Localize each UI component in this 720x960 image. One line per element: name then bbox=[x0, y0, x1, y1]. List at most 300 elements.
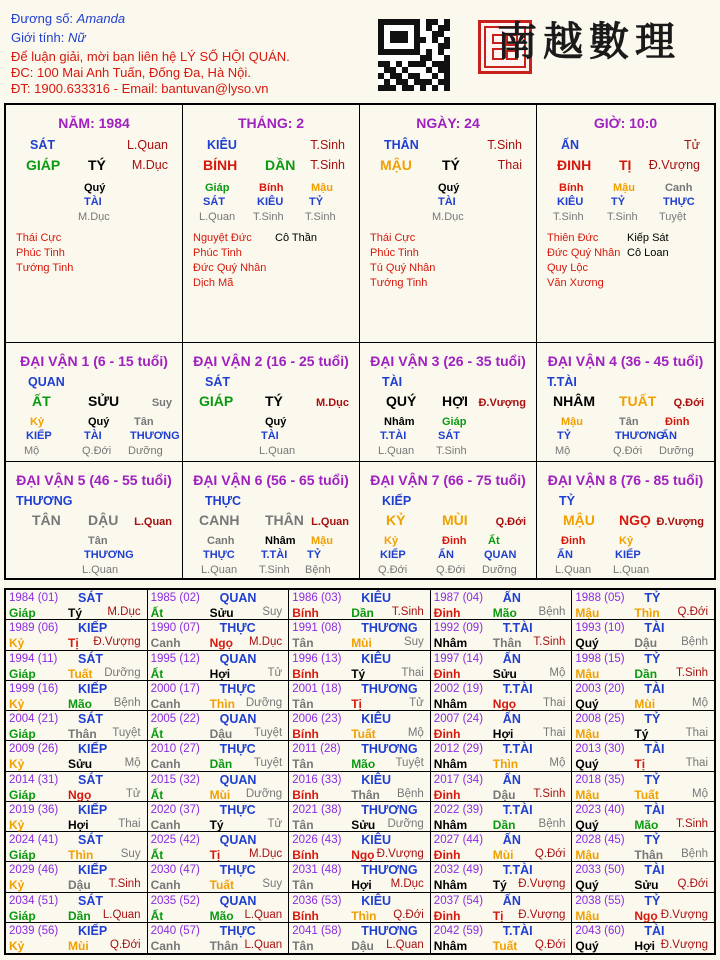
year-branch: Tuất bbox=[634, 787, 659, 802]
year-cell[interactable] bbox=[148, 923, 290, 953]
dai-van-star: KIẾP bbox=[382, 494, 412, 508]
hidden-stem: Ất bbox=[488, 535, 500, 547]
year-branch: Tuất bbox=[209, 878, 235, 893]
year-cell[interactable] bbox=[6, 620, 148, 650]
year-stem: Ất bbox=[150, 908, 164, 923]
year-star: SÁT bbox=[78, 591, 103, 605]
year-label: 2037 (54) bbox=[433, 894, 484, 907]
pillar-2 bbox=[183, 105, 360, 342]
year-branch: Ngọ bbox=[492, 696, 517, 711]
year-stem: Canh bbox=[150, 757, 181, 772]
star-item: Tướng Tinh bbox=[370, 277, 428, 289]
year-branch: Mùi bbox=[68, 938, 89, 953]
qr-code[interactable] bbox=[378, 19, 450, 91]
dai-van-branch: TÝ bbox=[265, 393, 283, 409]
year-cell[interactable] bbox=[6, 832, 148, 862]
year-cell[interactable] bbox=[431, 741, 573, 771]
year-phase: Mộ bbox=[124, 757, 141, 770]
year-label: 2011 (28) bbox=[292, 743, 341, 756]
year-cell[interactable] bbox=[6, 862, 148, 892]
year-cell[interactable] bbox=[6, 923, 148, 953]
year-branch: Tý bbox=[351, 666, 366, 681]
year-cell[interactable] bbox=[572, 741, 714, 771]
dai-van-stem: TÂN bbox=[32, 512, 61, 528]
year-stem: Kỷ bbox=[9, 636, 25, 651]
year-cell[interactable] bbox=[431, 862, 573, 892]
year-cell[interactable] bbox=[289, 923, 431, 953]
year-star: T.TÀI bbox=[502, 681, 533, 696]
year-phase: Dưỡng bbox=[245, 696, 283, 709]
year-cell[interactable] bbox=[148, 711, 290, 741]
pillar-stem-phase: T.Sinh bbox=[310, 138, 345, 152]
dai-van-cell bbox=[183, 343, 360, 461]
year-cell[interactable] bbox=[572, 620, 714, 650]
auspicious-stars-list bbox=[370, 231, 435, 291]
year-label: 2016 (33) bbox=[292, 773, 342, 786]
year-label: 2033 (50) bbox=[575, 864, 625, 877]
year-branch: Mùi bbox=[492, 848, 514, 862]
year-cell[interactable] bbox=[148, 681, 290, 711]
year-stem: Đinh bbox=[433, 908, 461, 923]
year-label: 1988 (05) bbox=[575, 592, 625, 604]
year-cell[interactable] bbox=[572, 711, 714, 741]
year-stem: Ất bbox=[150, 787, 164, 802]
hidden-phase: Mộ bbox=[555, 445, 571, 457]
pillar-heavenly-stem: GIÁP bbox=[26, 157, 61, 173]
year-label: 2031 (48) bbox=[292, 864, 342, 877]
year-cell[interactable] bbox=[6, 651, 148, 681]
year-phase: Tử bbox=[267, 817, 283, 830]
year-stem: Canh bbox=[150, 817, 181, 832]
year-star: KIÊU bbox=[361, 651, 392, 666]
pillar-branch-phase: M.Dục bbox=[131, 158, 168, 172]
hidden-stem: Nhâm bbox=[384, 416, 415, 428]
year-branch: Tị bbox=[68, 636, 79, 651]
year-cell[interactable] bbox=[6, 893, 148, 923]
year-star: TÀI bbox=[644, 621, 665, 636]
year-cell[interactable] bbox=[289, 651, 431, 681]
year-branch: Dậu bbox=[351, 938, 374, 953]
year-phase: Đ.Vượng bbox=[376, 848, 424, 860]
year-cell[interactable] bbox=[572, 923, 714, 953]
year-cell[interactable] bbox=[431, 802, 573, 832]
year-star: THƯƠNG bbox=[361, 863, 418, 878]
year-cell[interactable] bbox=[572, 832, 714, 862]
year-branch: Hợi bbox=[351, 878, 372, 893]
year-stem: Canh bbox=[150, 938, 181, 953]
year-phase: T.Sinh bbox=[533, 787, 566, 800]
hidden-star: TỶ bbox=[557, 430, 572, 442]
year-cell[interactable] bbox=[289, 681, 431, 711]
year-stem: Nhâm bbox=[433, 696, 468, 711]
year-cell[interactable] bbox=[289, 893, 431, 923]
header-owner: Đương số: Amanda bbox=[11, 11, 126, 26]
pillar-stem-phase: Tử bbox=[683, 138, 700, 152]
year-cell[interactable] bbox=[289, 711, 431, 741]
year-star: T.TÀI bbox=[502, 802, 533, 817]
year-stem: Mậu bbox=[575, 848, 600, 862]
hidden-phase: Dưỡng bbox=[128, 445, 163, 457]
hidden-phase: T.Sinh bbox=[607, 211, 638, 223]
year-star: TỶ bbox=[644, 893, 661, 908]
hidden-star: ẤN bbox=[438, 549, 454, 561]
year-star: QUAN bbox=[219, 772, 257, 787]
pillar-title: THÁNG: 2 bbox=[237, 115, 305, 131]
year-label: 2024 (41) bbox=[9, 834, 59, 846]
year-phase: Đ.Vượng bbox=[518, 878, 566, 891]
year-label: 2028 (45) bbox=[575, 834, 625, 846]
pillar-heavenly-stem: ĐINH bbox=[557, 157, 592, 173]
hidden-stem: Bính bbox=[259, 182, 284, 194]
year-branch: Sửu bbox=[68, 757, 93, 772]
dai-van-stem: ẤT bbox=[32, 393, 51, 409]
year-cell[interactable] bbox=[572, 862, 714, 892]
year-phase: Thai bbox=[543, 696, 566, 709]
year-branch: Hợi bbox=[492, 727, 514, 741]
year-cell[interactable] bbox=[148, 741, 290, 771]
year-cell[interactable] bbox=[289, 741, 431, 771]
hidden-star: KIẾP bbox=[380, 549, 406, 561]
dai-van-cell bbox=[537, 462, 714, 580]
year-star: ẤN bbox=[502, 893, 521, 908]
year-branch: Thìn bbox=[634, 606, 660, 620]
year-stem: Tân bbox=[292, 636, 314, 651]
hidden-star: T.TÀI bbox=[261, 549, 288, 561]
hidden-star: KIÊU bbox=[557, 196, 584, 208]
dai-van-branch: TUẤT bbox=[619, 393, 657, 409]
year-star: THỰC bbox=[219, 802, 256, 817]
year-star: KIẾP bbox=[78, 681, 108, 696]
hidden-phase: L.Quan bbox=[555, 564, 592, 576]
year-stem: Nhâm bbox=[433, 878, 468, 893]
year-phase: Thai bbox=[118, 817, 141, 830]
header-gender: Giới tính: Nữ bbox=[11, 30, 86, 45]
year-stem: Quý bbox=[575, 938, 599, 953]
year-star: T.TÀI bbox=[502, 923, 533, 938]
year-stem: Canh bbox=[150, 636, 181, 651]
year-label: 2021 (38) bbox=[292, 803, 342, 816]
year-cell[interactable] bbox=[148, 772, 290, 802]
pillar-branch-phase: T.Sinh bbox=[310, 158, 345, 172]
year-cell[interactable] bbox=[289, 802, 431, 832]
year-label: 2006 (23) bbox=[292, 713, 342, 725]
auspicious-stars-list bbox=[547, 231, 620, 291]
year-cell[interactable] bbox=[572, 893, 714, 923]
hidden-stem: Giáp bbox=[442, 416, 467, 428]
year-phase: Tuyệt bbox=[253, 727, 283, 739]
year-cell[interactable] bbox=[572, 651, 714, 681]
year-cell[interactable] bbox=[289, 772, 431, 802]
year-cell[interactable] bbox=[431, 923, 573, 953]
dai-van-phase: Suy bbox=[151, 397, 172, 409]
year-cell[interactable] bbox=[431, 651, 573, 681]
year-branch: Tuất bbox=[68, 666, 93, 681]
year-star: THỰC bbox=[219, 742, 256, 757]
hidden-phase: L.Quan bbox=[613, 564, 650, 576]
year-phase: Mộ bbox=[549, 666, 566, 679]
hidden-stem: Kỷ bbox=[30, 416, 45, 428]
year-phase: Bệnh bbox=[538, 817, 566, 830]
star-item: Đức Quý Nhân bbox=[193, 262, 267, 274]
year-cell[interactable] bbox=[148, 651, 290, 681]
year-cell[interactable] bbox=[431, 711, 573, 741]
hidden-phase: M.Dục bbox=[432, 211, 464, 223]
year-cell[interactable] bbox=[6, 802, 148, 832]
year-star: SÁT bbox=[78, 833, 103, 847]
star-item: Quy Lộc bbox=[547, 262, 588, 274]
year-star: KIẾP bbox=[78, 742, 108, 757]
pillar-1 bbox=[6, 105, 183, 342]
year-label: 2032 (49) bbox=[433, 864, 484, 877]
year-label: 2027 (44) bbox=[433, 834, 484, 846]
year-cell[interactable] bbox=[431, 893, 573, 923]
year-branch: Thìn bbox=[351, 908, 377, 923]
year-phase: M.Dục bbox=[390, 878, 424, 891]
year-label: 1996 (13) bbox=[292, 652, 342, 665]
dai-van-title: ĐẠI VẬN 4 (36 - 45 tuổi) bbox=[547, 353, 704, 369]
year-phase: Tử bbox=[409, 696, 424, 709]
year-phase: T.Sinh bbox=[533, 636, 566, 649]
year-star: TÀI bbox=[644, 863, 665, 878]
dai-van-phase: Q.Đới bbox=[673, 397, 704, 409]
year-phase: Mộ bbox=[407, 727, 424, 739]
year-stem: Kỷ bbox=[9, 696, 25, 711]
year-star: TỶ bbox=[644, 712, 661, 726]
year-label: 2020 (37) bbox=[150, 803, 200, 816]
hidden-stem: Đinh bbox=[561, 535, 586, 547]
year-phase: L.Quan bbox=[102, 908, 141, 921]
year-cell[interactable] bbox=[148, 862, 290, 892]
year-cell[interactable] bbox=[572, 802, 714, 832]
year-star: KIẾP bbox=[78, 863, 108, 878]
hidden-stem: Tân bbox=[619, 416, 639, 428]
year-label: 1997 (14) bbox=[433, 652, 484, 665]
year-star: THƯƠNG bbox=[361, 681, 418, 696]
star-item: Dịch Mã bbox=[193, 277, 234, 289]
year-phase: Đ.Vượng bbox=[660, 938, 708, 951]
year-phase: Bệnh bbox=[396, 787, 424, 800]
dai-van-cell bbox=[360, 343, 537, 461]
year-cell[interactable] bbox=[6, 711, 148, 741]
year-label: 2008 (25) bbox=[575, 713, 625, 725]
pillar-stem-star: THÂN bbox=[384, 138, 419, 152]
hidden-stem: Tân bbox=[88, 535, 108, 547]
year-cell[interactable] bbox=[572, 772, 714, 802]
dai-van-branch: NGỌ bbox=[619, 512, 651, 528]
year-phase: Tuyệt bbox=[253, 757, 283, 770]
hidden-star: TÀI bbox=[261, 430, 279, 442]
year-phase: Tuyệt bbox=[112, 727, 141, 739]
year-star: KIÊU bbox=[361, 772, 392, 787]
year-phase: Mộ bbox=[549, 757, 566, 770]
hidden-stem: Giáp bbox=[205, 182, 230, 194]
year-cell[interactable] bbox=[289, 590, 431, 620]
year-branch: Mùi bbox=[634, 696, 656, 711]
year-label: 2013 (30) bbox=[575, 743, 625, 756]
hidden-phase: T.Sinh bbox=[253, 211, 284, 223]
year-branch: Dậu bbox=[209, 727, 233, 741]
year-cell[interactable] bbox=[431, 772, 573, 802]
year-star: KIÊU bbox=[361, 712, 392, 726]
hidden-stem: Kỷ bbox=[619, 535, 634, 547]
year-label: 2040 (57) bbox=[150, 924, 200, 937]
year-cell[interactable] bbox=[6, 681, 148, 711]
hidden-phase: Mộ bbox=[24, 445, 40, 457]
hidden-phase: Q.Đới bbox=[82, 445, 112, 457]
dai-van-star: SÁT bbox=[205, 375, 230, 389]
dai-van-star: TỶ bbox=[559, 494, 575, 508]
year-label: 2018 (35) bbox=[575, 773, 625, 786]
year-phase: T.Sinh bbox=[391, 606, 424, 618]
year-stem: Tân bbox=[292, 817, 314, 832]
year-star: QUAN bbox=[219, 651, 257, 666]
year-stem: Ất bbox=[150, 848, 164, 862]
year-branch: Tuất bbox=[351, 727, 376, 741]
dai-van-title: ĐẠI VẬN 3 (26 - 35 tuổi) bbox=[370, 353, 526, 369]
year-label: 2010 (27) bbox=[150, 743, 200, 756]
year-star: THỰC bbox=[219, 863, 256, 878]
year-cell[interactable] bbox=[431, 832, 573, 862]
year-label: 2022 (39) bbox=[433, 803, 484, 816]
dai-van-stem: QUÝ bbox=[386, 393, 417, 409]
year-phase: T.Sinh bbox=[676, 817, 708, 830]
year-cell[interactable] bbox=[289, 620, 431, 650]
year-star: TÀI bbox=[644, 742, 665, 757]
pillar-title: NĂM: 1984 bbox=[58, 115, 130, 131]
year-branch: Mão bbox=[351, 757, 376, 772]
year-cell[interactable] bbox=[148, 832, 290, 862]
year-cell[interactable] bbox=[148, 590, 290, 620]
pillar-earthly-branch: TỊ bbox=[619, 157, 632, 173]
year-stem: Canh bbox=[150, 696, 181, 711]
year-phase: Bệnh bbox=[538, 606, 566, 618]
year-cell[interactable] bbox=[148, 620, 290, 650]
hidden-star: T.TÀI bbox=[380, 430, 407, 442]
year-cell[interactable] bbox=[431, 590, 573, 620]
year-phase: Q.Đới bbox=[534, 848, 566, 860]
year-star: T.TÀI bbox=[502, 621, 533, 636]
year-cell[interactable] bbox=[289, 832, 431, 862]
brand-title: 南越數理 bbox=[497, 18, 681, 65]
year-phase: Tử bbox=[267, 666, 283, 679]
hidden-star: TỶ bbox=[611, 196, 626, 208]
year-branch: Ngọ bbox=[634, 908, 658, 923]
dai-van-title: ĐẠI VẬN 6 (56 - 65 tuổi) bbox=[193, 472, 349, 488]
star-item: Cô Loan bbox=[627, 247, 669, 259]
year-star: KIÊU bbox=[361, 893, 392, 908]
year-cell[interactable] bbox=[148, 802, 290, 832]
pillar-stem-star: SÁT bbox=[30, 138, 55, 152]
year-branch: Tý bbox=[68, 606, 83, 620]
pillar-stem-phase: L.Quan bbox=[126, 138, 168, 152]
star-item: Tú Quý Nhân bbox=[370, 262, 436, 274]
hidden-stem: Mậu bbox=[311, 182, 333, 194]
year-phase: Tử bbox=[125, 787, 141, 800]
year-branch: Sửu bbox=[351, 817, 376, 832]
year-cell[interactable] bbox=[6, 741, 148, 771]
year-branch: Tuất bbox=[492, 938, 518, 953]
year-branch: Ngọ bbox=[351, 848, 375, 862]
year-phase: T.Sinh bbox=[676, 666, 708, 679]
year-star: TÀI bbox=[644, 923, 665, 938]
year-star: SÁT bbox=[78, 772, 103, 787]
year-cell[interactable] bbox=[6, 590, 148, 620]
dai-van-stem: CANH bbox=[199, 512, 240, 528]
year-label: 2042 (59) bbox=[433, 924, 484, 937]
year-branch: Ngọ bbox=[68, 787, 92, 802]
dai-van-row bbox=[6, 461, 714, 580]
hidden-star: ẤN bbox=[557, 549, 573, 561]
year-stem: Tân bbox=[292, 696, 314, 711]
hidden-phase: L.Quan bbox=[199, 211, 236, 223]
year-cell[interactable] bbox=[431, 681, 573, 711]
year-cell[interactable] bbox=[289, 862, 431, 892]
year-branch: Dần bbox=[351, 606, 374, 620]
year-star: THỰC bbox=[219, 621, 256, 636]
year-label: 2026 (43) bbox=[292, 834, 342, 846]
year-star: TỶ bbox=[644, 772, 661, 787]
star-item: Tướng Tinh bbox=[16, 262, 74, 274]
dai-van-cell bbox=[360, 462, 537, 580]
year-branch: Dậu bbox=[492, 787, 516, 802]
year-star: SÁT bbox=[78, 893, 103, 908]
hidden-star: THƯƠNG bbox=[615, 430, 665, 442]
header-phone-email[interactable]: ĐT: 1900.633316 - Email: bantuvan@lyso.vn bbox=[11, 81, 269, 96]
header-address: ĐC: 100 Mai Anh Tuấn, Đống Đa, Hà Nội. bbox=[11, 65, 251, 80]
hidden-phase: L.Quan bbox=[378, 445, 415, 457]
year-stem: Đinh bbox=[433, 848, 461, 862]
yearly-luck-table bbox=[4, 588, 716, 955]
pillar-branch-phase: Thai bbox=[497, 158, 522, 172]
year-star: ẤN bbox=[502, 591, 521, 605]
year-branch: Mão bbox=[68, 696, 92, 711]
year-stem: Giáp bbox=[9, 908, 36, 923]
year-stem: Ất bbox=[150, 666, 164, 681]
year-stem: Giáp bbox=[9, 666, 36, 681]
year-star: THƯƠNG bbox=[361, 621, 418, 636]
year-branch: Dần bbox=[68, 908, 91, 923]
year-branch: Dậu bbox=[634, 636, 658, 651]
year-cell[interactable] bbox=[572, 681, 714, 711]
dai-van-stem: KỶ bbox=[386, 512, 406, 528]
year-phase: Dưỡng bbox=[245, 787, 283, 800]
year-phase: Bệnh bbox=[113, 696, 141, 709]
year-branch: Thìn bbox=[492, 757, 519, 772]
year-stem: Mậu bbox=[575, 606, 600, 620]
year-cell[interactable] bbox=[431, 620, 573, 650]
year-star: KIẾP bbox=[78, 923, 108, 938]
year-label: 2035 (52) bbox=[150, 894, 200, 907]
year-phase: Mộ bbox=[692, 696, 708, 709]
year-star: THƯƠNG bbox=[361, 923, 418, 938]
year-branch: Tý bbox=[492, 878, 507, 893]
year-branch: Sửu bbox=[209, 606, 234, 620]
year-star: THƯƠNG bbox=[361, 742, 418, 757]
dai-van-cell bbox=[537, 343, 714, 461]
year-cell[interactable] bbox=[6, 772, 148, 802]
year-label: 1984 (01) bbox=[9, 592, 59, 604]
hidden-star: THƯƠNG bbox=[130, 430, 180, 442]
year-star: ẤN bbox=[502, 712, 521, 726]
hidden-star: TỶ bbox=[307, 549, 322, 561]
year-label: 2029 (46) bbox=[9, 864, 59, 877]
year-cell[interactable] bbox=[572, 590, 714, 620]
year-cell[interactable] bbox=[148, 893, 290, 923]
hidden-phase: Tuyệt bbox=[659, 211, 687, 223]
year-branch: Tị bbox=[634, 757, 646, 772]
hidden-star: TÀI bbox=[84, 430, 102, 442]
year-label: 2012 (29) bbox=[433, 743, 484, 756]
